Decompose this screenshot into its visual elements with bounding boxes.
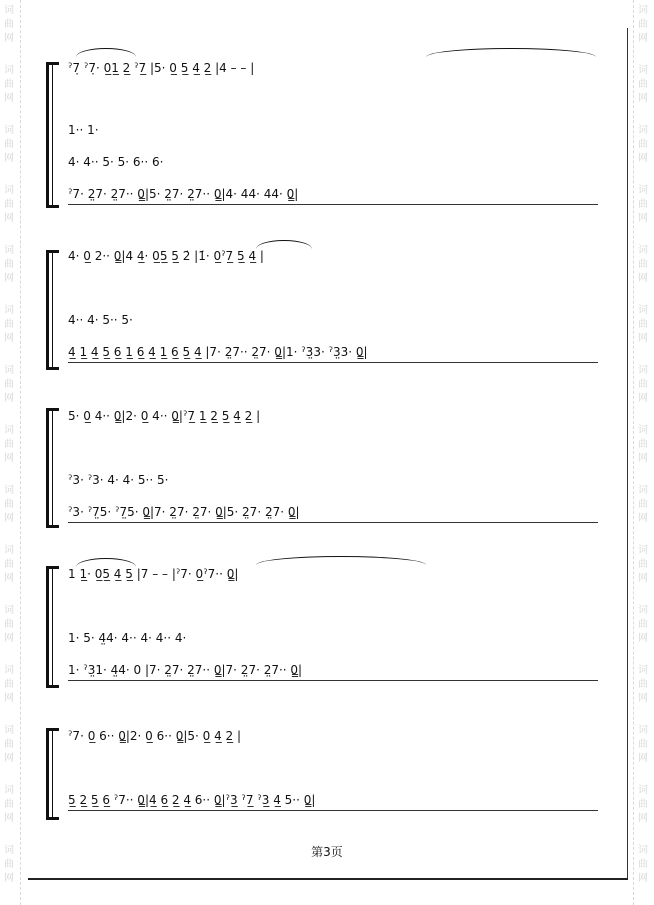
watermark-glyph: 曲	[4, 259, 14, 270]
watermark-glyph: 词	[4, 545, 14, 556]
watermark-glyph: 曲	[4, 739, 14, 750]
watermark-glyph: 词	[638, 365, 648, 376]
watermark-glyph: 曲	[4, 799, 14, 810]
watermark-glyph: 词	[638, 485, 648, 496]
watermark-glyph: 词	[638, 605, 648, 616]
watermark-glyph: 词	[638, 725, 648, 736]
watermark-glyph: 曲	[4, 139, 14, 150]
watermark-glyph: 词	[4, 485, 14, 496]
watermark-glyph: 词	[638, 305, 648, 316]
watermark-glyph: 词	[638, 245, 648, 256]
watermark-glyph: 词	[638, 665, 648, 676]
watermark-glyph: 网	[638, 813, 648, 824]
watermark-glyph: 网	[4, 573, 14, 584]
harmony-upper-row	[68, 278, 608, 298]
watermark-glyph: 网	[638, 633, 648, 644]
watermark-glyph: 曲	[4, 619, 14, 630]
watermark-glyph: 网	[638, 453, 648, 464]
watermark-glyph: 网	[4, 633, 14, 644]
bass-underline	[68, 810, 598, 811]
watermark-glyph: 网	[638, 513, 648, 524]
watermark-glyph: 网	[4, 453, 14, 464]
watermark-glyph: 网	[4, 333, 14, 344]
slur-mark	[76, 48, 136, 57]
watermark-glyph: 曲	[638, 799, 648, 810]
harmony-middle-row: 4· 4·· 5· 5· 6·· 6·	[68, 155, 164, 169]
bass-underline	[68, 522, 598, 523]
watermark-glyph: 曲	[4, 679, 14, 690]
watermark-glyph: 词	[4, 605, 14, 616]
melody-staff-row: 4· 0̲ 2·· 0̳|4 4̲· 0̲5̲ 5̲ 2̇ |1̇· 0̲ˀ7̲ 5̲ 4̲ |	[68, 249, 264, 263]
watermark-glyph: 网	[638, 93, 648, 104]
watermark-glyph: 词	[4, 245, 14, 256]
watermark-glyph: 网	[638, 693, 648, 704]
watermark-glyph: 词	[638, 5, 648, 16]
harmony-upper-row: 1·· 1·	[68, 123, 99, 137]
watermark-glyph: 词	[638, 845, 648, 856]
harmony-upper-row	[68, 596, 608, 616]
watermark-glyph: 网	[4, 93, 14, 104]
watermark-glyph: 网	[4, 153, 14, 164]
score-system-5	[46, 718, 606, 818]
watermark-glyph: 网	[638, 873, 648, 884]
watermark-glyph: 网	[4, 753, 14, 764]
system-bracket-line	[52, 250, 53, 370]
watermark-glyph: 曲	[4, 79, 14, 90]
watermark-glyph: 词	[4, 65, 14, 76]
watermark-glyph: 词	[638, 785, 648, 796]
bass-underline	[68, 680, 598, 681]
left-watermark-strip	[0, 0, 21, 905]
watermark-glyph: 网	[638, 573, 648, 584]
watermark-glyph: 词	[4, 425, 14, 436]
watermark-glyph: 词	[638, 125, 648, 136]
harmony-middle-row: ˀ3· ˀ3· 4· 4· 5·· 5·	[68, 473, 169, 487]
bass-staff-row: 4̲ 1̲ 4̲ 5̲ 6̲ 1̲ 6̲ 4̲ 1̲ 6̲ 5̲ 4̲ |7· 2̤7·· 2̤7· 0̳|1· ˀ3̤3· ˀ3̤3· 0̳|	[68, 345, 368, 359]
watermark-glyph: 曲	[4, 19, 14, 30]
score-system-3	[46, 400, 606, 530]
watermark-glyph: 曲	[638, 499, 648, 510]
tie-mark	[426, 48, 596, 57]
system-bracket-line	[52, 728, 53, 820]
watermark-glyph: 曲	[638, 319, 648, 330]
watermark-glyph: 词	[4, 845, 14, 856]
right-watermark-strip	[633, 0, 654, 905]
watermark-glyph: 词	[4, 125, 14, 136]
system-bracket-line	[52, 62, 53, 208]
watermark-glyph: 曲	[638, 739, 648, 750]
watermark-glyph: 网	[4, 873, 14, 884]
watermark-glyph: 词	[638, 185, 648, 196]
watermark-glyph: 曲	[638, 679, 648, 690]
watermark-glyph: 词	[4, 305, 14, 316]
page-frame-right-edge	[627, 28, 628, 880]
system-bracket-line	[52, 408, 53, 528]
melody-staff-row: ˀ7· 0̲ 6·· 0̳|2· 0̲ 6·· 0̳|5· 0̲ 4̲ 2̲ |	[68, 729, 242, 743]
watermark-glyph: 曲	[4, 319, 14, 330]
score-system-1	[46, 48, 606, 208]
watermark-glyph: 网	[638, 33, 648, 44]
watermark-glyph: 网	[638, 393, 648, 404]
watermark-glyph: 词	[4, 365, 14, 376]
watermark-glyph: 词	[4, 185, 14, 196]
watermark-glyph: 曲	[638, 259, 648, 270]
watermark-glyph: 词	[4, 785, 14, 796]
melody-staff-row: 5· 0̲ 4·· 0̳|2· 0̲ 4·· 0̳|ˀ7̲ 1̲ 2̲ 5̲ 4̲ 2̲ |	[68, 409, 261, 423]
bass-staff-row: ˀ3· ˀ7̤5· ˀ7̤5· 0̳|7· 2̤7· 2̤7· 0̳|5· 2̤7· 2̤7· 0̳|	[68, 505, 300, 519]
watermark-glyph: 曲	[638, 619, 648, 630]
system-bracket-line	[52, 566, 53, 688]
melody-staff-row: ˀ7̣ ˀ7̣· 0̲1̲ 2̲ ˀ7̲ |5· 0̲ 5̲ 4̲ 2̲ |4 – – |	[68, 61, 255, 75]
watermark-glyph: 网	[638, 333, 648, 344]
watermark-glyph: 网	[638, 753, 648, 764]
watermark-glyph: 词	[4, 665, 14, 676]
watermark-glyph: 曲	[638, 559, 648, 570]
bass-staff-row: 1· ˀ3̤1· 4̤4· 0 |7· 2̤7· 2̤7·· 0̳|7· 2̤7· 2̤7·· 0̳|	[68, 663, 303, 677]
harmony-middle-row: 1· 5· 4̤4· 4·· 4· 4·· 4·	[68, 631, 187, 645]
bass-underline	[68, 204, 598, 205]
watermark-glyph: 网	[4, 813, 14, 824]
watermark-glyph: 词	[4, 725, 14, 736]
watermark-glyph: 曲	[638, 19, 648, 30]
watermark-glyph: 曲	[4, 379, 14, 390]
watermark-glyph: 网	[4, 393, 14, 404]
bass-staff-row: ˀ7· 2̤7· 2̤7·· 0̳|5· 2̤7· 2̤7·· 0̳|4· 44· 44· 0̳|	[68, 187, 299, 201]
bass-staff-row: 5̲ 2̲ 5̲ 6̲ ˀ7·· 0̳|4̲ 6̲ 2̲ 4̲ 6·· 0̳|ˀ3̲ ˀ7̲ ˀ3̲ 4̲ 5·· 0̳|	[68, 793, 316, 807]
page-number: 第3页	[311, 845, 343, 859]
watermark-glyph: 曲	[4, 559, 14, 570]
harmony-upper-row	[68, 438, 608, 458]
watermark-glyph: 词	[638, 425, 648, 436]
watermark-glyph: 词	[4, 5, 14, 16]
watermark-glyph: 曲	[638, 199, 648, 210]
watermark-glyph: 网	[4, 273, 14, 284]
watermark-glyph: 网	[4, 513, 14, 524]
score-system-2	[46, 238, 606, 368]
watermark-glyph: 网	[638, 153, 648, 164]
watermark-glyph: 网	[638, 213, 648, 224]
watermark-glyph: 曲	[638, 79, 648, 90]
watermark-glyph: 网	[4, 693, 14, 704]
watermark-glyph: 网	[4, 213, 14, 224]
watermark-glyph: 曲	[638, 439, 648, 450]
watermark-glyph: 曲	[638, 379, 648, 390]
watermark-glyph: 曲	[4, 499, 14, 510]
score-system-4	[46, 556, 606, 690]
watermark-glyph: 词	[638, 545, 648, 556]
watermark-glyph: 词	[638, 65, 648, 76]
watermark-glyph: 网	[638, 273, 648, 284]
melody-staff-row: 1 1̲· 0̲5̲ 4̲ 5̲ |7 – – |ˀ7· 0̲ˀ7·· 0̳|	[68, 567, 239, 581]
watermark-glyph: 曲	[638, 139, 648, 150]
harmony-middle-row: 4·· 4· 5·· 5·	[68, 313, 133, 327]
page-frame-bottom-edge	[28, 878, 628, 880]
watermark-glyph: 曲	[4, 859, 14, 870]
watermark-glyph: 曲	[4, 439, 14, 450]
watermark-glyph: 网	[4, 33, 14, 44]
watermark-glyph: 曲	[638, 859, 648, 870]
watermark-glyph: 曲	[4, 199, 14, 210]
bass-underline	[68, 362, 598, 363]
